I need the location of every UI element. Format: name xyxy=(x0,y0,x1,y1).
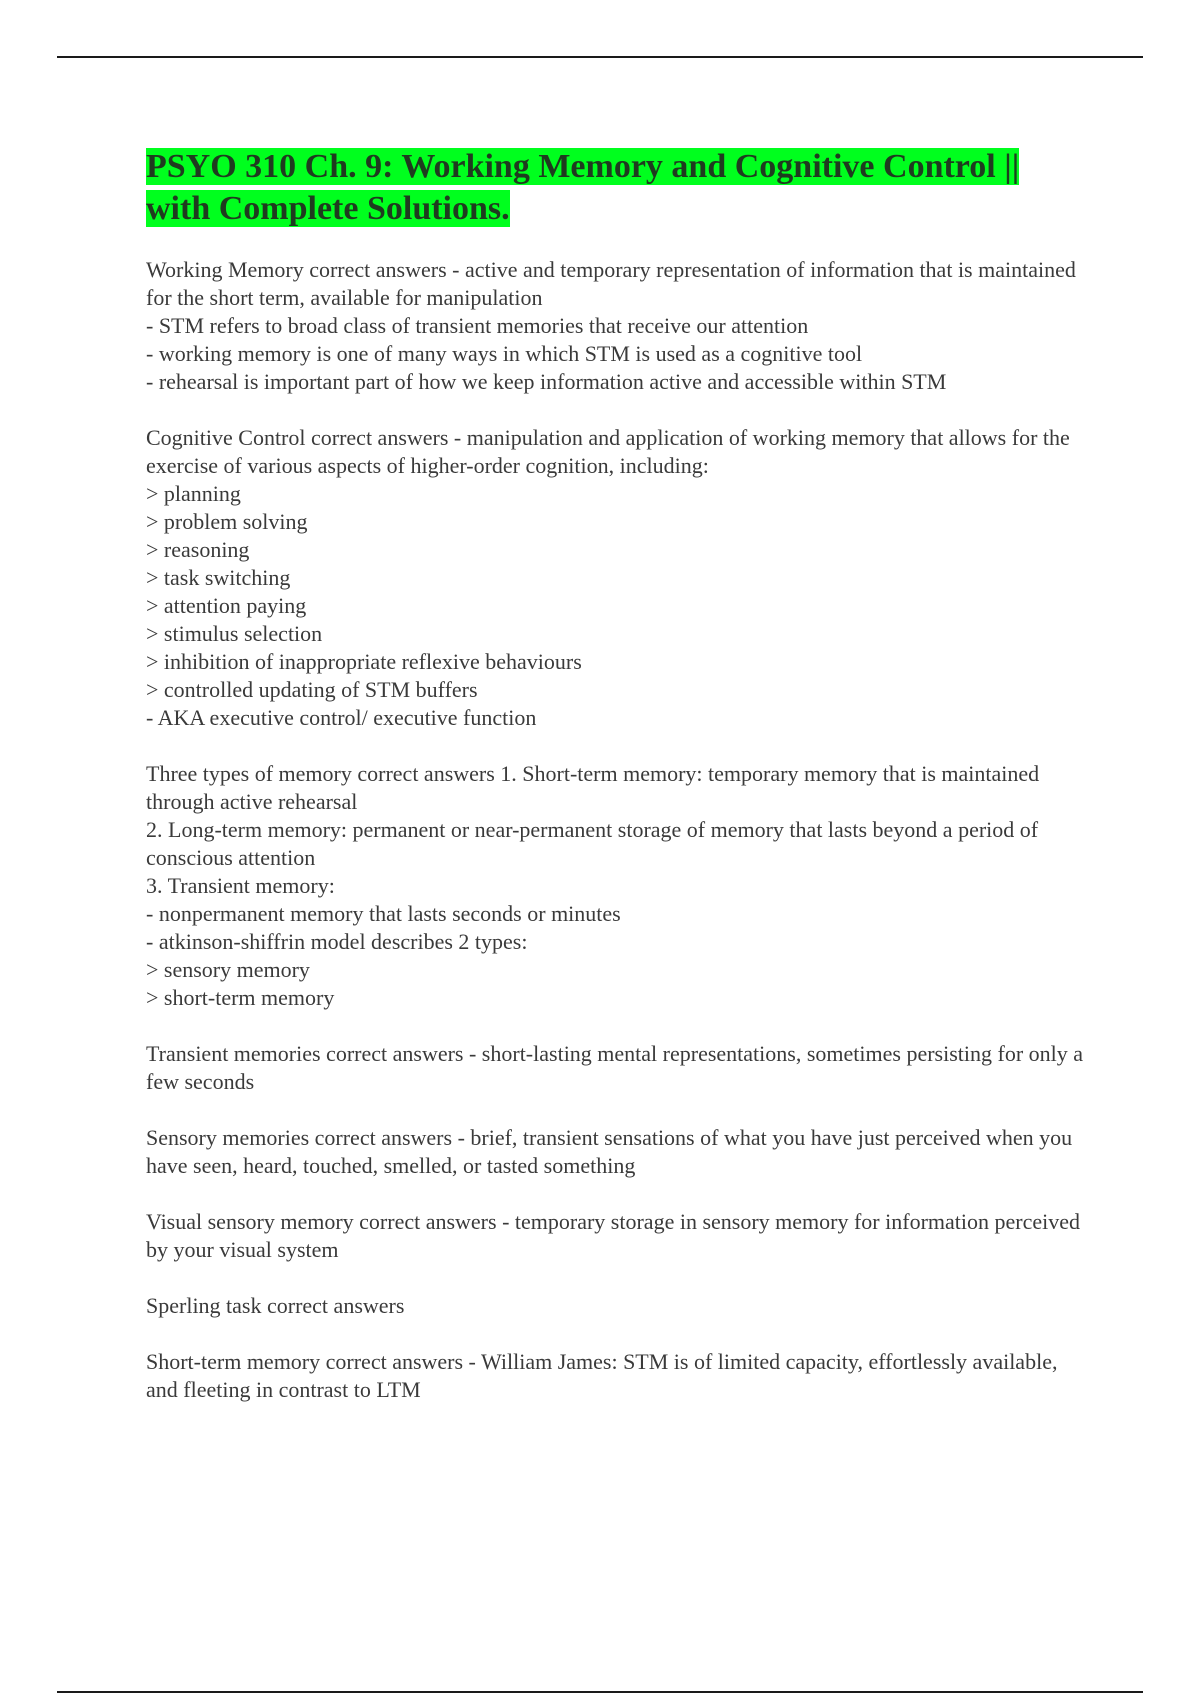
document-body xyxy=(146,146,1086,1432)
qa-lead: Short-term memory correct answers - William James: STM is of limited capacity, effortlessly available, and fleeting in contrast to LTM xyxy=(146,1349,1058,1402)
qa-line: - atkinson-shiffrin model describes 2 types: xyxy=(146,929,528,954)
document-title xyxy=(146,146,1086,230)
qa-entry-working-memory xyxy=(146,256,1086,396)
bottom-rule xyxy=(57,1691,1143,1693)
qa-lead: Transient memories correct answers - short-lasting mental representations, sometimes persisting for only a few seconds xyxy=(146,1041,1084,1094)
top-rule xyxy=(57,56,1143,58)
qa-lead: Working Memory correct answers - active and temporary representation of information that is maintained for the short term, available for manipulation xyxy=(146,257,1076,310)
qa-entry-transient-memories xyxy=(146,1040,1086,1096)
qa-entry-sperling-task xyxy=(146,1292,1086,1320)
qa-line: > inhibition of inappropriate reflexive behaviours xyxy=(146,649,582,674)
qa-line: - nonpermanent memory that lasts seconds or minutes xyxy=(146,901,621,926)
qa-line: - rehearsal is important part of how we keep information active and accessible within STM xyxy=(146,369,947,394)
qa-line: 3. Transient memory: xyxy=(146,873,335,898)
qa-line: > reasoning xyxy=(146,537,250,562)
qa-line: > controlled updating of STM buffers xyxy=(146,677,478,702)
qa-entry-visual-sensory-memory xyxy=(146,1208,1086,1264)
qa-line: > short-term memory xyxy=(146,985,335,1010)
qa-entry-sensory-memories xyxy=(146,1124,1086,1180)
qa-entry-three-types-of-memory xyxy=(146,760,1086,1012)
qa-line: > problem solving xyxy=(146,509,308,534)
qa-line: > sensory memory xyxy=(146,957,310,982)
document-title-text: PSYO 310 Ch. 9: Working Memory and Cognitive Control || with Complete Solutions. xyxy=(146,148,1020,227)
qa-line: > planning xyxy=(146,481,241,506)
qa-line: - AKA executive control/ executive function xyxy=(146,705,537,730)
qa-lead: Sperling task correct answers xyxy=(146,1293,405,1318)
qa-lead: Visual sensory memory correct answers - temporary storage in sensory memory for information perceived by your visual system xyxy=(146,1209,1080,1262)
qa-line: 2. Long-term memory: permanent or near-permanent storage of memory that lasts beyond a period of conscious attention xyxy=(146,817,1039,870)
qa-line: > attention paying xyxy=(146,593,307,618)
qa-entry-short-term-memory xyxy=(146,1348,1086,1404)
qa-line: > stimulus selection xyxy=(146,621,323,646)
qa-lead: Three types of memory correct answers 1. Short-term memory: temporary memory that is maintained through active rehearsal xyxy=(146,761,1040,814)
qa-entry-cognitive-control xyxy=(146,424,1086,732)
qa-line: > task switching xyxy=(146,565,291,590)
qa-lead: Cognitive Control correct answers - manipulation and application of working memory that allows for the exercise of various aspects of higher-order cognition, including: xyxy=(146,425,1070,478)
qa-line: - working memory is one of many ways in which STM is used as a cognitive tool xyxy=(146,341,863,366)
qa-lead: Sensory memories correct answers - brief, transient sensations of what you have just perceived when you have seen, heard, touched, smelled, or tasted something xyxy=(146,1125,1073,1178)
qa-line: - STM refers to broad class of transient memories that receive our attention xyxy=(146,313,809,338)
